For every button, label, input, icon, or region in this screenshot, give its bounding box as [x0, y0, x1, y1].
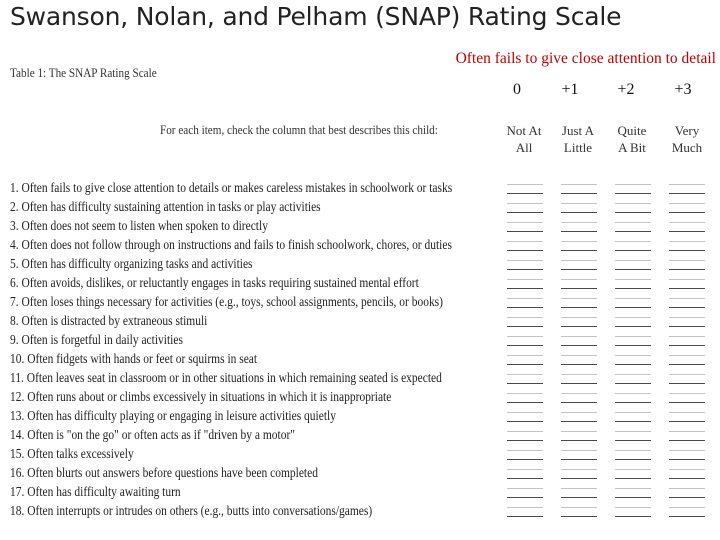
answer-blank-guide: [615, 222, 651, 223]
answer-blank-guide: [507, 279, 543, 280]
answer-blank[interactable]: [561, 345, 597, 346]
table-row: [0, 484, 720, 503]
answer-blank[interactable]: [561, 497, 597, 498]
answer-blank-guide: [561, 298, 597, 299]
answer-blank-guide: [507, 412, 543, 413]
answer-blank[interactable]: [507, 250, 543, 251]
answer-blank-guide: [669, 374, 705, 375]
answer-blank[interactable]: [561, 402, 597, 403]
answer-blank-guide: [507, 450, 543, 451]
answer-blank-guide: [669, 469, 705, 470]
answer-blank[interactable]: [615, 193, 651, 194]
table-row: [0, 218, 720, 237]
answer-blank[interactable]: [669, 269, 705, 270]
answer-blank[interactable]: [615, 364, 651, 365]
answer-blank-guide: [669, 222, 705, 223]
table-row: [0, 503, 720, 522]
slide-title: Swanson, Nolan, and Pelham (SNAP) Rating Scale: [10, 2, 622, 31]
table-row: [0, 332, 720, 351]
item-text: 1. Often fails to give close attention to details or makes careless mistakes in schoolwork or tasks: [10, 181, 453, 196]
answer-blank[interactable]: [669, 364, 705, 365]
column-header-line: Just A: [561, 123, 595, 138]
column-header-quite-a-bit: [607, 122, 657, 156]
answer-blank-guide: [561, 469, 597, 470]
answer-blank[interactable]: [561, 231, 597, 232]
item-text: 15. Often talks excessively: [10, 447, 134, 462]
answer-blank[interactable]: [615, 326, 651, 327]
answer-blank-guide: [507, 469, 543, 470]
item-text: 14. Often is "on the go" or often acts as if "driven by a motor": [10, 428, 295, 443]
score-header-1: +1: [561, 81, 579, 98]
answer-blank[interactable]: [561, 478, 597, 479]
table-row: [0, 256, 720, 275]
column-header-just-a-little: [553, 122, 603, 156]
answer-blank[interactable]: [669, 497, 705, 498]
column-header-line: Not At: [506, 123, 542, 138]
answer-blank[interactable]: [669, 212, 705, 213]
answer-blank[interactable]: [507, 364, 543, 365]
answer-blank-guide: [507, 431, 543, 432]
item-text: 7. Often loses things necessary for activities (e.g., toys, school assignments, pencils, or books): [10, 295, 443, 310]
answer-blank[interactable]: [561, 421, 597, 422]
highlight-callout: Often fails to give close attention to detail: [455, 50, 716, 67]
answer-blank-guide: [507, 355, 543, 356]
answer-blank[interactable]: [669, 193, 705, 194]
answer-blank[interactable]: [561, 307, 597, 308]
answer-blank[interactable]: [561, 364, 597, 365]
item-text: 9. Often is forgetful in daily activities: [10, 333, 183, 348]
answer-blank-guide: [561, 374, 597, 375]
table-row: [0, 237, 720, 256]
answer-blank[interactable]: [561, 440, 597, 441]
answer-blank-guide: [561, 450, 597, 451]
answer-blank-guide: [615, 374, 651, 375]
answer-blank-guide: [507, 374, 543, 375]
answer-blank[interactable]: [561, 250, 597, 251]
answer-blank-guide: [561, 222, 597, 223]
answer-blank[interactable]: [669, 402, 705, 403]
answer-blank-guide: [507, 336, 543, 337]
item-text: 2. Often has difficulty sustaining attention in tasks or play activities: [10, 200, 321, 215]
instruction-text: For each item, check the column that best describes this child:: [160, 122, 438, 137]
answer-blank-guide: [507, 241, 543, 242]
score-header-3: +3: [674, 81, 692, 98]
answer-blank[interactable]: [507, 440, 543, 441]
table-row: [0, 465, 720, 484]
item-text: 4. Often does not follow through on instructions and fails to finish schoolwork, chores, or duties: [10, 238, 452, 253]
column-header-line: Quite: [617, 123, 647, 138]
answer-blank-guide: [561, 355, 597, 356]
answer-blank-guide: [669, 298, 705, 299]
table-row: [0, 408, 720, 427]
answer-blank-guide: [669, 450, 705, 451]
answer-blank[interactable]: [561, 326, 597, 327]
answer-blank-guide: [669, 431, 705, 432]
answer-blank[interactable]: [669, 440, 705, 441]
answer-blank[interactable]: [669, 250, 705, 251]
answer-blank[interactable]: [507, 497, 543, 498]
item-text: 11. Often leaves seat in classroom or in other situations in which remaining seated is expected: [10, 371, 442, 386]
answer-blank-guide: [615, 241, 651, 242]
answer-blank[interactable]: [507, 231, 543, 232]
answer-blank[interactable]: [669, 478, 705, 479]
answer-blank-guide: [615, 355, 651, 356]
answer-blank[interactable]: [507, 345, 543, 346]
answer-blank-guide: [669, 241, 705, 242]
answer-blank-guide: [615, 336, 651, 337]
item-text: 6. Often avoids, dislikes, or reluctantly engages in tasks requiring sustained mental effort: [10, 276, 419, 291]
answer-blank-guide: [507, 317, 543, 318]
table-row: [0, 446, 720, 465]
answer-blank[interactable]: [561, 288, 597, 289]
answer-blank[interactable]: [507, 288, 543, 289]
column-header-line: All: [515, 140, 533, 155]
answer-blank-guide: [669, 317, 705, 318]
answer-blank[interactable]: [615, 497, 651, 498]
answer-blank[interactable]: [669, 383, 705, 384]
answer-blank-guide: [669, 184, 705, 185]
answer-blank[interactable]: [507, 459, 543, 460]
table-caption: Table 1: The SNAP Rating Scale: [10, 65, 157, 80]
answer-blank-guide: [669, 260, 705, 261]
table-row: [0, 427, 720, 446]
answer-blank-guide: [507, 222, 543, 223]
answer-blank[interactable]: [507, 383, 543, 384]
answer-blank-guide: [615, 298, 651, 299]
answer-blank-guide: [561, 488, 597, 489]
answer-blank[interactable]: [615, 288, 651, 289]
column-header-line: A Bit: [618, 140, 646, 155]
answer-blank[interactable]: [507, 212, 543, 213]
rating-items-list: [0, 180, 720, 522]
answer-blank[interactable]: [507, 326, 543, 327]
answer-blank[interactable]: [507, 421, 543, 422]
score-header-2: +2: [617, 81, 635, 98]
answer-blank-guide: [615, 450, 651, 451]
table-row: [0, 370, 720, 389]
answer-blank-guide: [507, 184, 543, 185]
answer-blank-guide: [669, 279, 705, 280]
answer-blank[interactable]: [615, 231, 651, 232]
answer-blank[interactable]: [507, 402, 543, 403]
item-text: 10. Often fidgets with hands or feet or squirms in seat: [10, 352, 258, 367]
answer-blank[interactable]: [615, 250, 651, 251]
table-row: [0, 275, 720, 294]
answer-blank-guide: [669, 412, 705, 413]
answer-blank-guide: [615, 412, 651, 413]
column-header-very-much: [662, 122, 712, 156]
answer-blank[interactable]: [615, 421, 651, 422]
answer-blank-guide: [669, 507, 705, 508]
answer-blank-guide: [615, 469, 651, 470]
answer-blank[interactable]: [615, 459, 651, 460]
answer-blank-guide: [561, 507, 597, 508]
table-row: [0, 294, 720, 313]
answer-blank[interactable]: [615, 383, 651, 384]
column-header-line: Little: [563, 140, 593, 155]
answer-blank[interactable]: [507, 269, 543, 270]
answer-blank[interactable]: [669, 421, 705, 422]
answer-blank[interactable]: [615, 402, 651, 403]
answer-blank-guide: [615, 431, 651, 432]
answer-blank-guide: [561, 203, 597, 204]
answer-blank[interactable]: [615, 478, 651, 479]
answer-blank-guide: [615, 279, 651, 280]
answer-blank[interactable]: [669, 459, 705, 460]
answer-blank-guide: [615, 317, 651, 318]
answer-blank-guide: [561, 241, 597, 242]
table-row: [0, 199, 720, 218]
answer-blank-guide: [561, 260, 597, 261]
answer-blank-guide: [669, 203, 705, 204]
answer-blank-guide: [669, 393, 705, 394]
item-text: 3. Often does not seem to listen when spoken to directly: [10, 219, 268, 234]
answer-blank[interactable]: [669, 288, 705, 289]
answer-blank[interactable]: [561, 212, 597, 213]
answer-blank-guide: [561, 184, 597, 185]
answer-blank[interactable]: [615, 307, 651, 308]
answer-blank-guide: [507, 203, 543, 204]
answer-blank-guide: [561, 412, 597, 413]
item-text: 17. Often has difficulty awaiting turn: [10, 485, 181, 500]
answer-blank[interactable]: [615, 269, 651, 270]
item-text: 13. Often has difficulty playing or engaging in leisure activities quietly: [10, 409, 336, 424]
answer-blank-guide: [507, 260, 543, 261]
answer-blank[interactable]: [561, 269, 597, 270]
answer-blank[interactable]: [669, 231, 705, 232]
answer-blank-guide: [507, 507, 543, 508]
answer-blank[interactable]: [615, 212, 651, 213]
table-row: [0, 313, 720, 332]
answer-blank[interactable]: [615, 345, 651, 346]
answer-blank[interactable]: [615, 516, 651, 517]
answer-blank[interactable]: [561, 193, 597, 194]
score-header-0: 0: [513, 81, 521, 98]
item-text: 5. Often has difficulty organizing tasks and activities: [10, 257, 253, 272]
answer-blank[interactable]: [669, 307, 705, 308]
answer-blank[interactable]: [507, 516, 543, 517]
answer-blank-guide: [561, 393, 597, 394]
answer-blank-guide: [561, 336, 597, 337]
answer-blank-guide: [507, 298, 543, 299]
answer-blank[interactable]: [669, 516, 705, 517]
column-header-line: Very: [674, 123, 700, 138]
answer-blank-guide: [669, 336, 705, 337]
column-header-line: Much: [671, 140, 703, 155]
answer-blank-guide: [615, 203, 651, 204]
table-row: [0, 180, 720, 199]
table-row: [0, 389, 720, 408]
answer-blank-guide: [669, 355, 705, 356]
answer-blank-guide: [615, 507, 651, 508]
answer-blank[interactable]: [561, 459, 597, 460]
answer-blank-guide: [669, 488, 705, 489]
item-text: 12. Often runs about or climbs excessively in situations in which it is inappropriate: [10, 390, 392, 405]
column-header-not-at-all: [499, 122, 549, 156]
answer-blank-guide: [615, 184, 651, 185]
answer-blank[interactable]: [669, 326, 705, 327]
answer-blank[interactable]: [561, 383, 597, 384]
answer-blank[interactable]: [507, 307, 543, 308]
answer-blank[interactable]: [615, 440, 651, 441]
answer-blank-guide: [615, 260, 651, 261]
answer-blank[interactable]: [507, 193, 543, 194]
answer-blank-guide: [507, 393, 543, 394]
answer-blank-guide: [561, 431, 597, 432]
item-text: 16. Often blurts out answers before questions have been completed: [10, 466, 318, 481]
answer-blank-guide: [615, 488, 651, 489]
answer-blank-guide: [507, 488, 543, 489]
answer-blank-guide: [561, 279, 597, 280]
answer-blank[interactable]: [669, 345, 705, 346]
table-row: [0, 351, 720, 370]
item-text: 8. Often is distracted by extraneous stimuli: [10, 314, 208, 329]
answer-blank-guide: [615, 393, 651, 394]
answer-blank[interactable]: [507, 478, 543, 479]
answer-blank[interactable]: [561, 516, 597, 517]
answer-blank-guide: [561, 317, 597, 318]
item-text: 18. Often interrupts or intrudes on others (e.g., butts into conversations/games): [10, 504, 373, 519]
